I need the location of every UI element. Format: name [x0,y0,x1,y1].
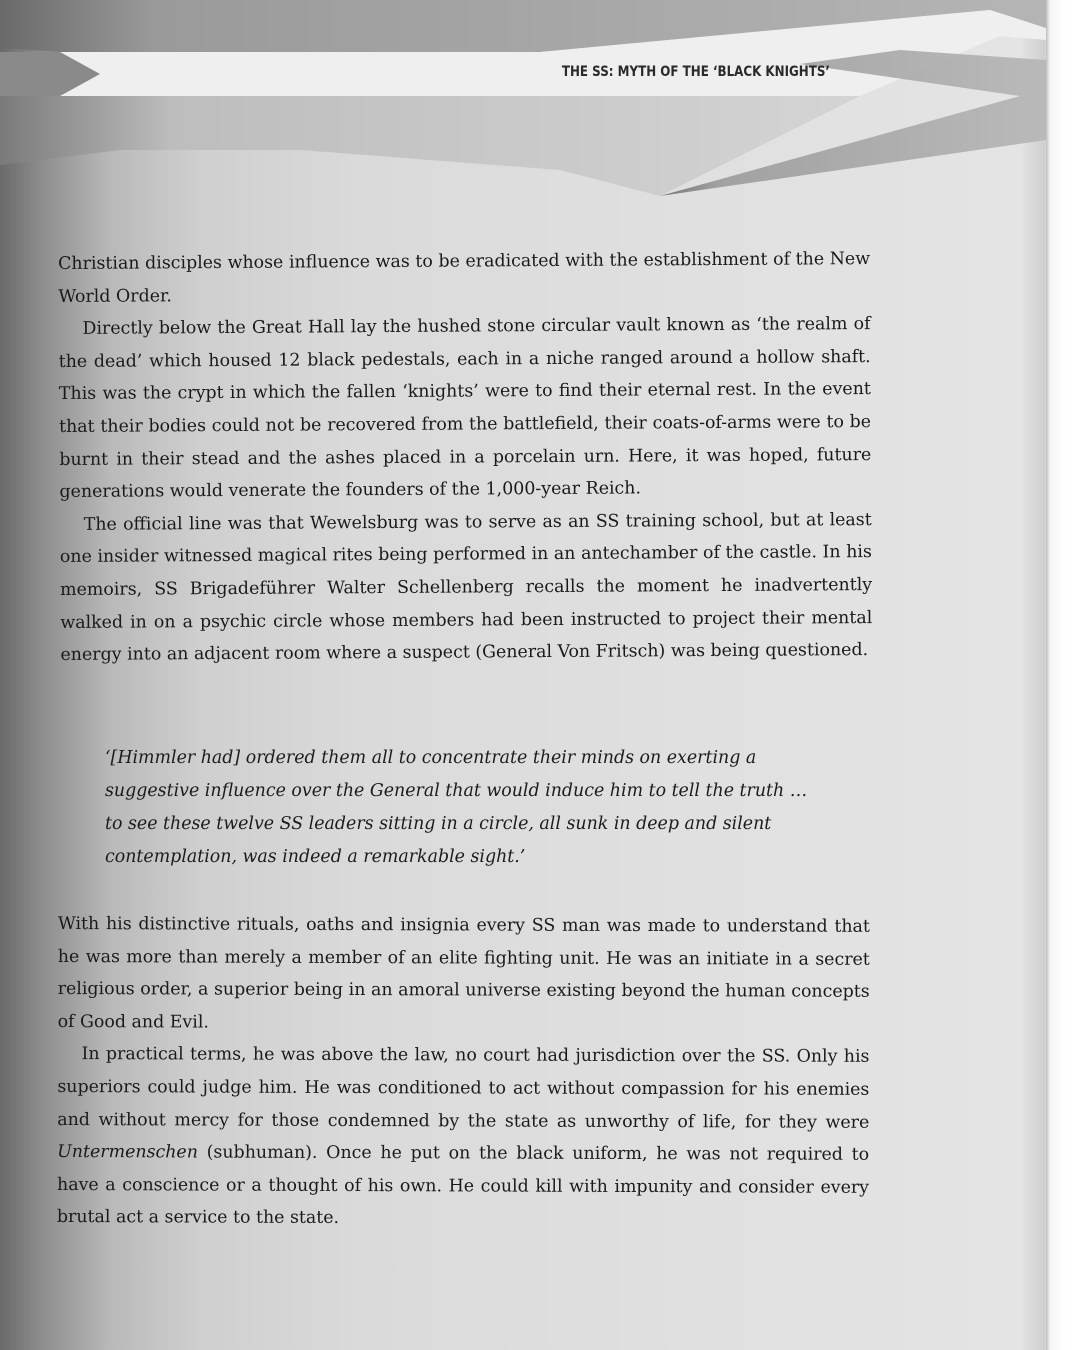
paragraph: With his distinctive rituals, oaths and insignia every SS man was made to understand that he was more than merely a member of an elite fighting unit. He was an initiate in a secret religious order, a superior being in an amoral universe existing beyond the human concepts of Good and Evil. [57,913,870,1033]
paragraph [57,1038,870,1236]
header-decoration [0,0,1046,200]
paragraph: Christian disciples whose influence was to be eradicated with the establishment of the New World Order. [58,249,871,307]
paragraph: The official line was that Wewelsburg was to serve as an SS training school, but at least one insider witnessed magical rites being performed in an antechamber of the castle. In his memoirs, SS Brigadeführer Walter Schellenberg recalls the moment he inadvertently walked in on a psychic circle whose members had been instructed to project their mental energy into an adjacent room where a suspect (General Von Fritsch) was being questioned. [59,509,873,666]
running-header-title: THE SS: MYTH OF THE ‘BLACK KNIGHTS’ [561,64,830,80]
emphasized-term: Untermenschen [57,1142,198,1163]
body-text-top [58,243,873,672]
paragraph-text: (subhuman). Once he put on the black uniform, he was not required to have a conscience or a thought of his own. He could kill with impunity and consider every brutal act a service to the state. [56,1142,870,1229]
quote-text: ‘[Himmler had] ordered them all to concentrate their minds on exerting a suggestive influence over the General that would induce him to tell the truth … to see these twelve SS leaders sitting in a circle, all sunk in deep and silent contemplation, was indeed a remarkable sight.’ [105,748,808,867]
paragraph: Directly below the Great Hall lay the hushed stone circular vault known as ‘the realm of the dead’ which housed 12 black pedestals, each in a niche ranged around a hollow shaft. This was the crypt in which the fallen ‘knights’ were to find their eternal rest. In the event that their bodies could not be recovered from the battlefield, their coats-of-arms were to be burnt in their stead and the ashes placed in a porcelain urn. Here, it was hoped, future generations would venerate the founders of the 1,000-year Reich. [58,314,872,503]
block-quote [105,742,817,874]
page-edge [1046,0,1080,1350]
paragraph-text: In practical terms, he was above the law, no court had jurisdiction over the SS. Only his superiors could judge him. He was conditioned to act without compassion for his enemies and without mercy for those condemned by the state as unworthy of life, for they were [57,1044,870,1133]
body-text-bottom [57,908,870,1237]
